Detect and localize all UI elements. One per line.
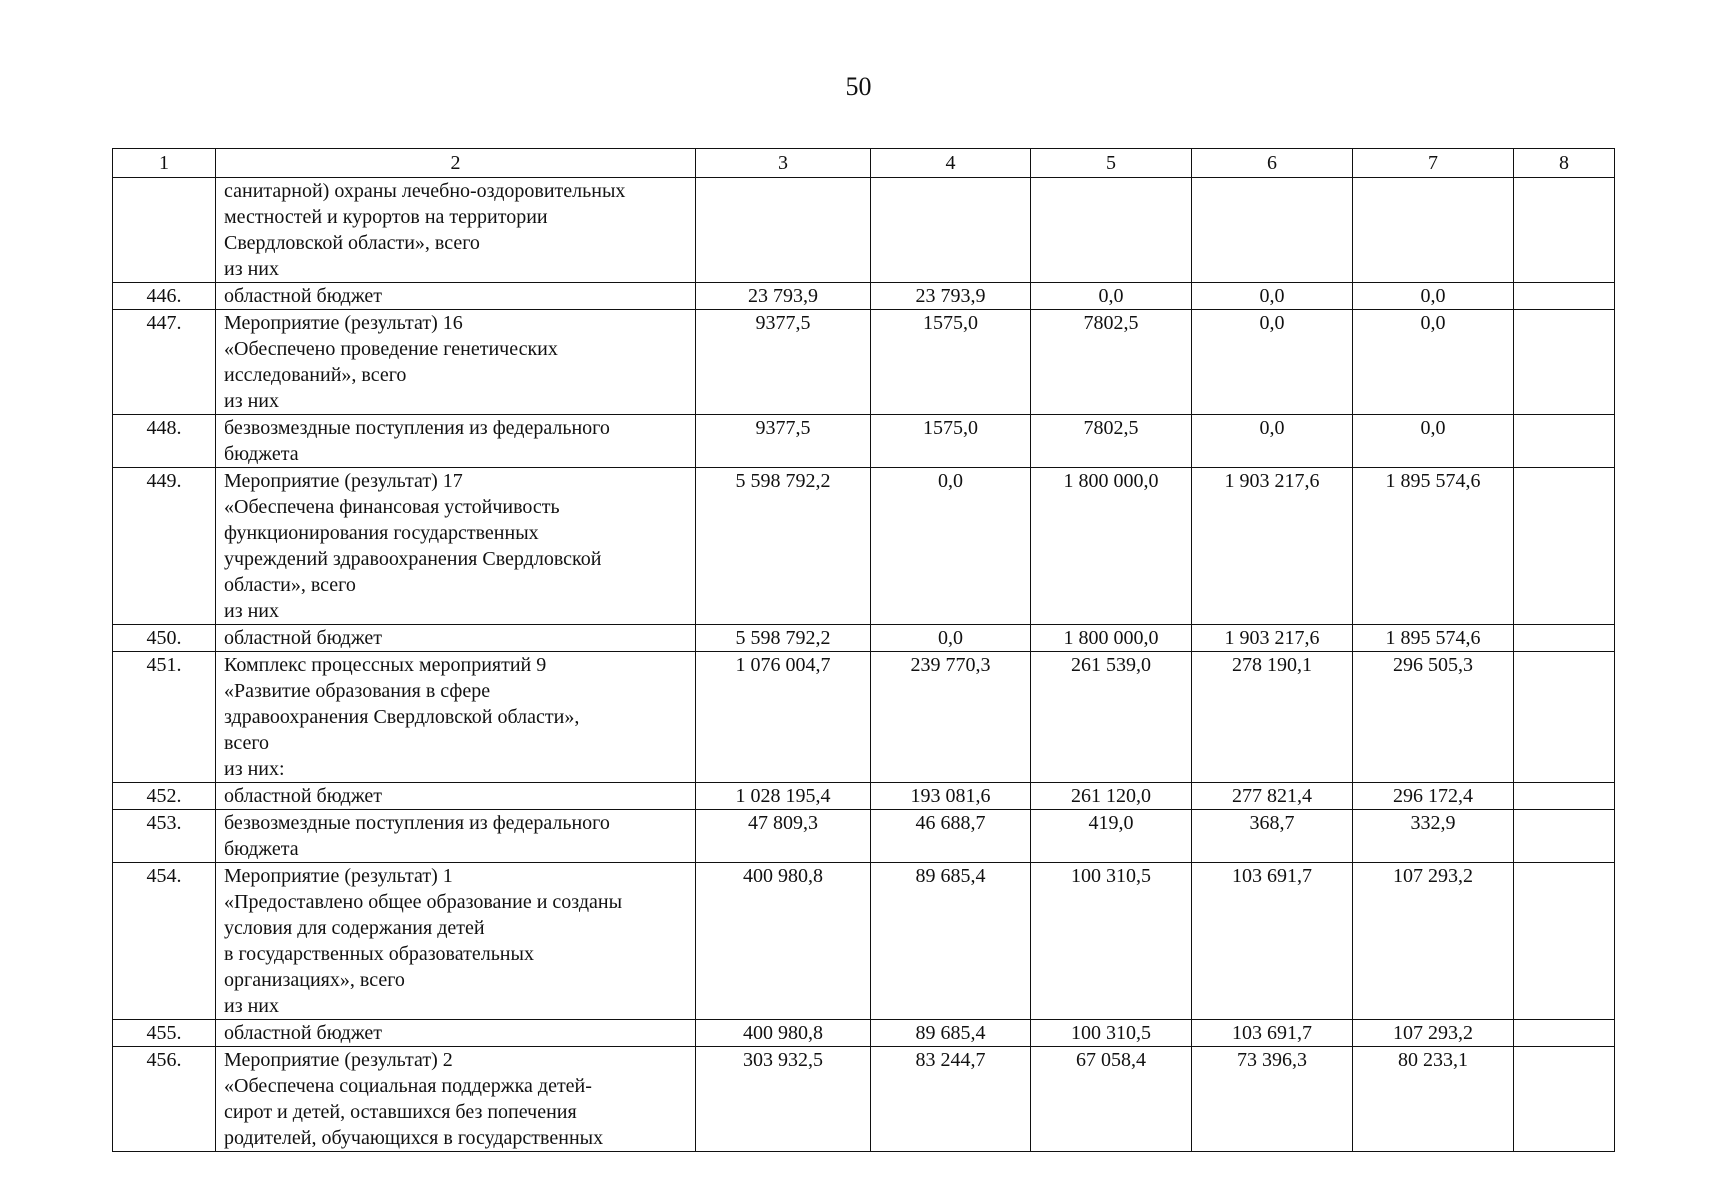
table-row	[113, 415, 1615, 468]
table-row	[113, 310, 1615, 415]
row-number-cell: 446.	[113, 283, 216, 310]
row-name-cell: безвозмездные поступления из федерального бюджета	[216, 810, 696, 863]
col8-value-cell	[1514, 178, 1615, 283]
column-header: 2	[216, 149, 696, 178]
col3-value-cell: 23 793,9	[696, 283, 871, 310]
table-row	[113, 783, 1615, 810]
col6-value-cell: 0,0	[1192, 415, 1353, 468]
row-name-cell: санитарной) охраны лечебно-оздоровительных местностей и курортов на территории Свердловской области», всего из них	[216, 178, 696, 283]
col6-value-cell: 103 691,7	[1192, 1020, 1353, 1047]
col6-value-cell: 73 396,3	[1192, 1047, 1353, 1152]
row-number-cell: 456.	[113, 1047, 216, 1152]
row-number-cell: 451.	[113, 652, 216, 783]
col5-value-cell: 100 310,5	[1031, 1020, 1192, 1047]
column-header: 1	[113, 149, 216, 178]
col5-value-cell: 7802,5	[1031, 310, 1192, 415]
table-row	[113, 468, 1615, 625]
col8-value-cell	[1514, 652, 1615, 783]
row-number-cell: 455.	[113, 1020, 216, 1047]
row-name-cell: Мероприятие (результат) 17 «Обеспечена финансовая устойчивость функционирования государственных учреждений здравоохранения Свердловской области», всего из них	[216, 468, 696, 625]
row-name-cell: Комплекс процессных мероприятий 9 «Развитие образования в сфере здравоохранения Свердловской области», всего из них:	[216, 652, 696, 783]
col6-value-cell: 103 691,7	[1192, 863, 1353, 1020]
row-number-cell: 453.	[113, 810, 216, 863]
row-number-cell: 449.	[113, 468, 216, 625]
col4-value-cell: 89 685,4	[871, 1020, 1031, 1047]
col8-value-cell	[1514, 283, 1615, 310]
col3-value-cell: 400 980,8	[696, 1020, 871, 1047]
column-header: 4	[871, 149, 1031, 178]
col3-value-cell: 1 076 004,7	[696, 652, 871, 783]
table-row	[113, 652, 1615, 783]
column-header: 7	[1353, 149, 1514, 178]
col5-value-cell: 261 120,0	[1031, 783, 1192, 810]
col6-value-cell: 277 821,4	[1192, 783, 1353, 810]
column-header: 6	[1192, 149, 1353, 178]
col5-value-cell: 0,0	[1031, 283, 1192, 310]
row-number-cell	[113, 178, 216, 283]
col3-value-cell: 400 980,8	[696, 863, 871, 1020]
row-name-cell: областной бюджет	[216, 783, 696, 810]
col6-value-cell: 368,7	[1192, 810, 1353, 863]
row-number-cell: 452.	[113, 783, 216, 810]
col8-value-cell	[1514, 783, 1615, 810]
col8-value-cell	[1514, 810, 1615, 863]
col5-value-cell: 419,0	[1031, 810, 1192, 863]
table-row	[113, 1047, 1615, 1152]
col7-value-cell: 332,9	[1353, 810, 1514, 863]
row-name-cell: Мероприятие (результат) 16 «Обеспечено проведение генетических исследований», всего из них	[216, 310, 696, 415]
col5-value-cell: 100 310,5	[1031, 863, 1192, 1020]
col4-value-cell: 23 793,9	[871, 283, 1031, 310]
table-row	[113, 1020, 1615, 1047]
col4-value-cell: 89 685,4	[871, 863, 1031, 1020]
col7-value-cell: 1 895 574,6	[1353, 468, 1514, 625]
col8-value-cell	[1514, 863, 1615, 1020]
col5-value-cell: 1 800 000,0	[1031, 625, 1192, 652]
col7-value-cell: 1 895 574,6	[1353, 625, 1514, 652]
column-header: 5	[1031, 149, 1192, 178]
col7-value-cell: 296 172,4	[1353, 783, 1514, 810]
row-name-cell: безвозмездные поступления из федерального бюджета	[216, 415, 696, 468]
col6-value-cell: 0,0	[1192, 310, 1353, 415]
col3-value-cell: 47 809,3	[696, 810, 871, 863]
col4-value-cell: 46 688,7	[871, 810, 1031, 863]
col6-value-cell: 278 190,1	[1192, 652, 1353, 783]
col6-value-cell: 1 903 217,6	[1192, 468, 1353, 625]
col7-value-cell: 107 293,2	[1353, 863, 1514, 1020]
table-header-row	[113, 149, 1615, 178]
col8-value-cell	[1514, 310, 1615, 415]
column-header: 3	[696, 149, 871, 178]
row-number-cell: 454.	[113, 863, 216, 1020]
col4-value-cell: 193 081,6	[871, 783, 1031, 810]
col7-value-cell: 107 293,2	[1353, 1020, 1514, 1047]
col4-value-cell: 1575,0	[871, 415, 1031, 468]
col3-value-cell: 9377,5	[696, 310, 871, 415]
row-name-cell: областной бюджет	[216, 283, 696, 310]
row-name-cell: областной бюджет	[216, 1020, 696, 1047]
table-row	[113, 863, 1615, 1020]
table-body	[113, 178, 1615, 1152]
row-number-cell: 448.	[113, 415, 216, 468]
col3-value-cell: 303 932,5	[696, 1047, 871, 1152]
table-row	[113, 283, 1615, 310]
table-row	[113, 178, 1615, 283]
col5-value-cell: 261 539,0	[1031, 652, 1192, 783]
col3-value-cell: 1 028 195,4	[696, 783, 871, 810]
col5-value-cell: 7802,5	[1031, 415, 1192, 468]
row-name-cell: областной бюджет	[216, 625, 696, 652]
col6-value-cell	[1192, 178, 1353, 283]
col5-value-cell: 1 800 000,0	[1031, 468, 1192, 625]
col3-value-cell: 5 598 792,2	[696, 625, 871, 652]
col4-value-cell: 0,0	[871, 625, 1031, 652]
page-number: 50	[845, 72, 872, 101]
col7-value-cell: 0,0	[1353, 310, 1514, 415]
col4-value-cell	[871, 178, 1031, 283]
col3-value-cell: 5 598 792,2	[696, 468, 871, 625]
col6-value-cell: 1 903 217,6	[1192, 625, 1353, 652]
col3-value-cell	[696, 178, 871, 283]
col7-value-cell: 296 505,3	[1353, 652, 1514, 783]
col7-value-cell: 0,0	[1353, 415, 1514, 468]
col8-value-cell	[1514, 1020, 1615, 1047]
row-number-cell: 447.	[113, 310, 216, 415]
col4-value-cell: 1575,0	[871, 310, 1031, 415]
column-header: 8	[1514, 149, 1615, 178]
col4-value-cell: 0,0	[871, 468, 1031, 625]
col4-value-cell: 83 244,7	[871, 1047, 1031, 1152]
col8-value-cell	[1514, 1047, 1615, 1152]
col7-value-cell: 80 233,1	[1353, 1047, 1514, 1152]
table-row	[113, 625, 1615, 652]
col7-value-cell: 0,0	[1353, 283, 1514, 310]
budget-table	[112, 148, 1615, 1152]
table-row	[113, 810, 1615, 863]
col5-value-cell: 67 058,4	[1031, 1047, 1192, 1152]
row-name-cell: Мероприятие (результат) 1 «Предоставлено общее образование и созданы условия для содержания детей в государственных образовательных организациях», всего из них	[216, 863, 696, 1020]
col8-value-cell	[1514, 415, 1615, 468]
col8-value-cell	[1514, 468, 1615, 625]
col8-value-cell	[1514, 625, 1615, 652]
row-number-cell: 450.	[113, 625, 216, 652]
col5-value-cell	[1031, 178, 1192, 283]
row-name-cell: Мероприятие (результат) 2 «Обеспечена социальная поддержка детей- сирот и детей, оставшихся без попечения родителей, обучающихся в государственных	[216, 1047, 696, 1152]
col6-value-cell: 0,0	[1192, 283, 1353, 310]
col7-value-cell	[1353, 178, 1514, 283]
col3-value-cell: 9377,5	[696, 415, 871, 468]
col4-value-cell: 239 770,3	[871, 652, 1031, 783]
